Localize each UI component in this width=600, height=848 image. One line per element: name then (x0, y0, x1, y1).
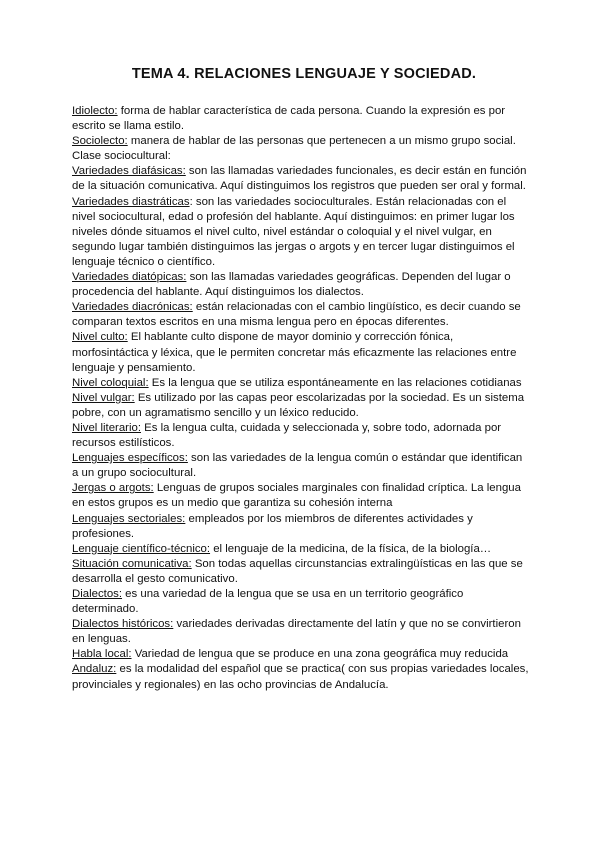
term-label: Lenguajes específicos: (72, 452, 188, 465)
page-title: TEMA 4. RELACIONES LENGUAJE Y SOCIEDAD. (131, 66, 477, 82)
term-label: Habla local: (72, 648, 132, 661)
definition-text: son las llamadas variedades geográficas. Dependen del lugar o procedencia del hablante. Aquí distinguimos los dialectos. (72, 271, 511, 299)
definition-text: Son todas aquellas circunstancias extralingüísticas en las que se desarrolla el gesto comunicativo. (72, 557, 523, 585)
definition-text: empleados por los miembros de diferentes actividades y profesiones. (72, 512, 473, 540)
term-label: Nivel literario: (72, 421, 141, 434)
definition-text: Variedad de lengua que se produce en una zona geográfica muy reducida (131, 648, 509, 661)
term-label: Dialectos: (72, 588, 123, 600)
entry-lenguajes-especificos (72, 451, 530, 481)
entry-sociolecto (72, 134, 530, 164)
entry-variedades-diacronicas (72, 300, 530, 330)
term-label: Variedades diafásicas: (72, 165, 186, 178)
term-label: Variedades diastráticas (72, 195, 190, 208)
definition-text: Es la lengua que se utiliza espontáneamente en las relaciones cotidianas (148, 376, 522, 389)
term-label: Variedades diatópicas: (72, 271, 187, 284)
definition-text: son las llamadas variedades funcionales, es decir están en función de la situación comunicativa. Aquí distinguimos los registros que pueden ser oral y formal. (72, 165, 527, 193)
definition-text: El hablante culto dispone de mayor dominio y corrección fónica, morfosintáctica y léxica, que le permiten concretar más eficazmente las relaciones entre lenguaje y pensamiento. (72, 331, 517, 374)
entry-habla-local (72, 647, 530, 662)
entry-idiolecto (72, 104, 530, 134)
term-label: Lenguaje científico-técnico: (72, 542, 211, 555)
term-label: Nivel coloquial: (72, 376, 149, 389)
definition-text: Lenguas de grupos sociales marginales con finalidad críptica. La lengua en estos grupos es un medio que garantiza su cohesión interna (72, 482, 521, 510)
entry-lenguajes-sectoriales (72, 512, 530, 542)
definition-text: variedades derivadas directamente del latín y que no se convirtieron en lenguas. (72, 618, 521, 646)
entry-nivel-culto (72, 330, 530, 375)
definition-list (72, 104, 530, 693)
definition-text: manera de hablar de las personas que pertenecen a un mismo grupo social. Clase sociocultural: (72, 135, 516, 163)
entry-jergas-o-argots (72, 481, 530, 511)
term-label: Variedades diacrónicas: (72, 301, 193, 314)
term-label: Situación comunicativa: (72, 557, 192, 570)
entry-nivel-literario (72, 421, 530, 451)
term-label: Nivel vulgar: (72, 391, 135, 404)
definition-text: es una variedad de la lengua que se usa en un territorio geográfico determinado. (72, 588, 464, 616)
entry-situacion-comunicativa (72, 557, 530, 587)
definition-text: forma de hablar característica de cada persona. Cuando la expresión es por escrito se llama estilo. (72, 105, 506, 133)
term-label: Nivel culto: (72, 331, 128, 344)
entry-dialectos (72, 587, 530, 617)
definition-text: Es utilizado por las capas peor escolarizadas por la sociedad. Es un sistema pobre, con un agramatismo sencillo y un léxico reducido. (72, 391, 525, 419)
entry-lenguaje-cientifico-tecnico (72, 542, 530, 557)
definition-text: Es la lengua culta, cuidada y seleccionada y, sobre todo, adornada por recursos estilísticos. (72, 421, 502, 450)
entry-andaluz (72, 662, 530, 692)
term-label: Dialectos históricos: (72, 618, 174, 631)
entry-dialectos-historicos (72, 617, 530, 647)
entry-nivel-coloquial (72, 376, 530, 391)
definition-text: es la modalidad del español que se practica( con sus propias variedades locales, provinciales y regionales) en las ocho provincias de Andalucía. (72, 663, 529, 691)
entry-nivel-vulgar (72, 391, 530, 421)
term-label: Andaluz: (72, 663, 117, 676)
entry-variedades-diatopicas (72, 270, 530, 300)
definition-text: el lenguaje de la medicina, de la física, de la biología… (210, 542, 492, 555)
definition-text: están relacionadas con el cambio lingüístico, es decir cuando se comparan textos escritos en una misma lengua pero en épocas diferentes. (72, 301, 521, 329)
definition-text: : son las variedades socioculturales. Están relacionadas con el nivel sociocultural, edad o profesión del hablante. Aquí distinguimos: en primer lugar los niveles dónde situamos el nivel culto, nivel estándar o coloquial y el nivel vulgar, en segundo lugar también distinguimos las jergas o argots y en tercer lugar distinguimos el lenguaje técnico o científico. (72, 195, 515, 268)
definition-text: son las variedades de la lengua común o estándar que identifican a un grupo sociocultural. (72, 452, 523, 480)
term-label: Sociolecto: (72, 135, 128, 148)
term-label: Idiolecto: (72, 105, 118, 117)
term-label: Jergas o argots: (72, 482, 154, 495)
entry-variedades-diafasicas (72, 164, 530, 194)
term-label: Lenguajes sectoriales: (72, 512, 186, 525)
entry-variedades-diastraticas (72, 195, 530, 270)
